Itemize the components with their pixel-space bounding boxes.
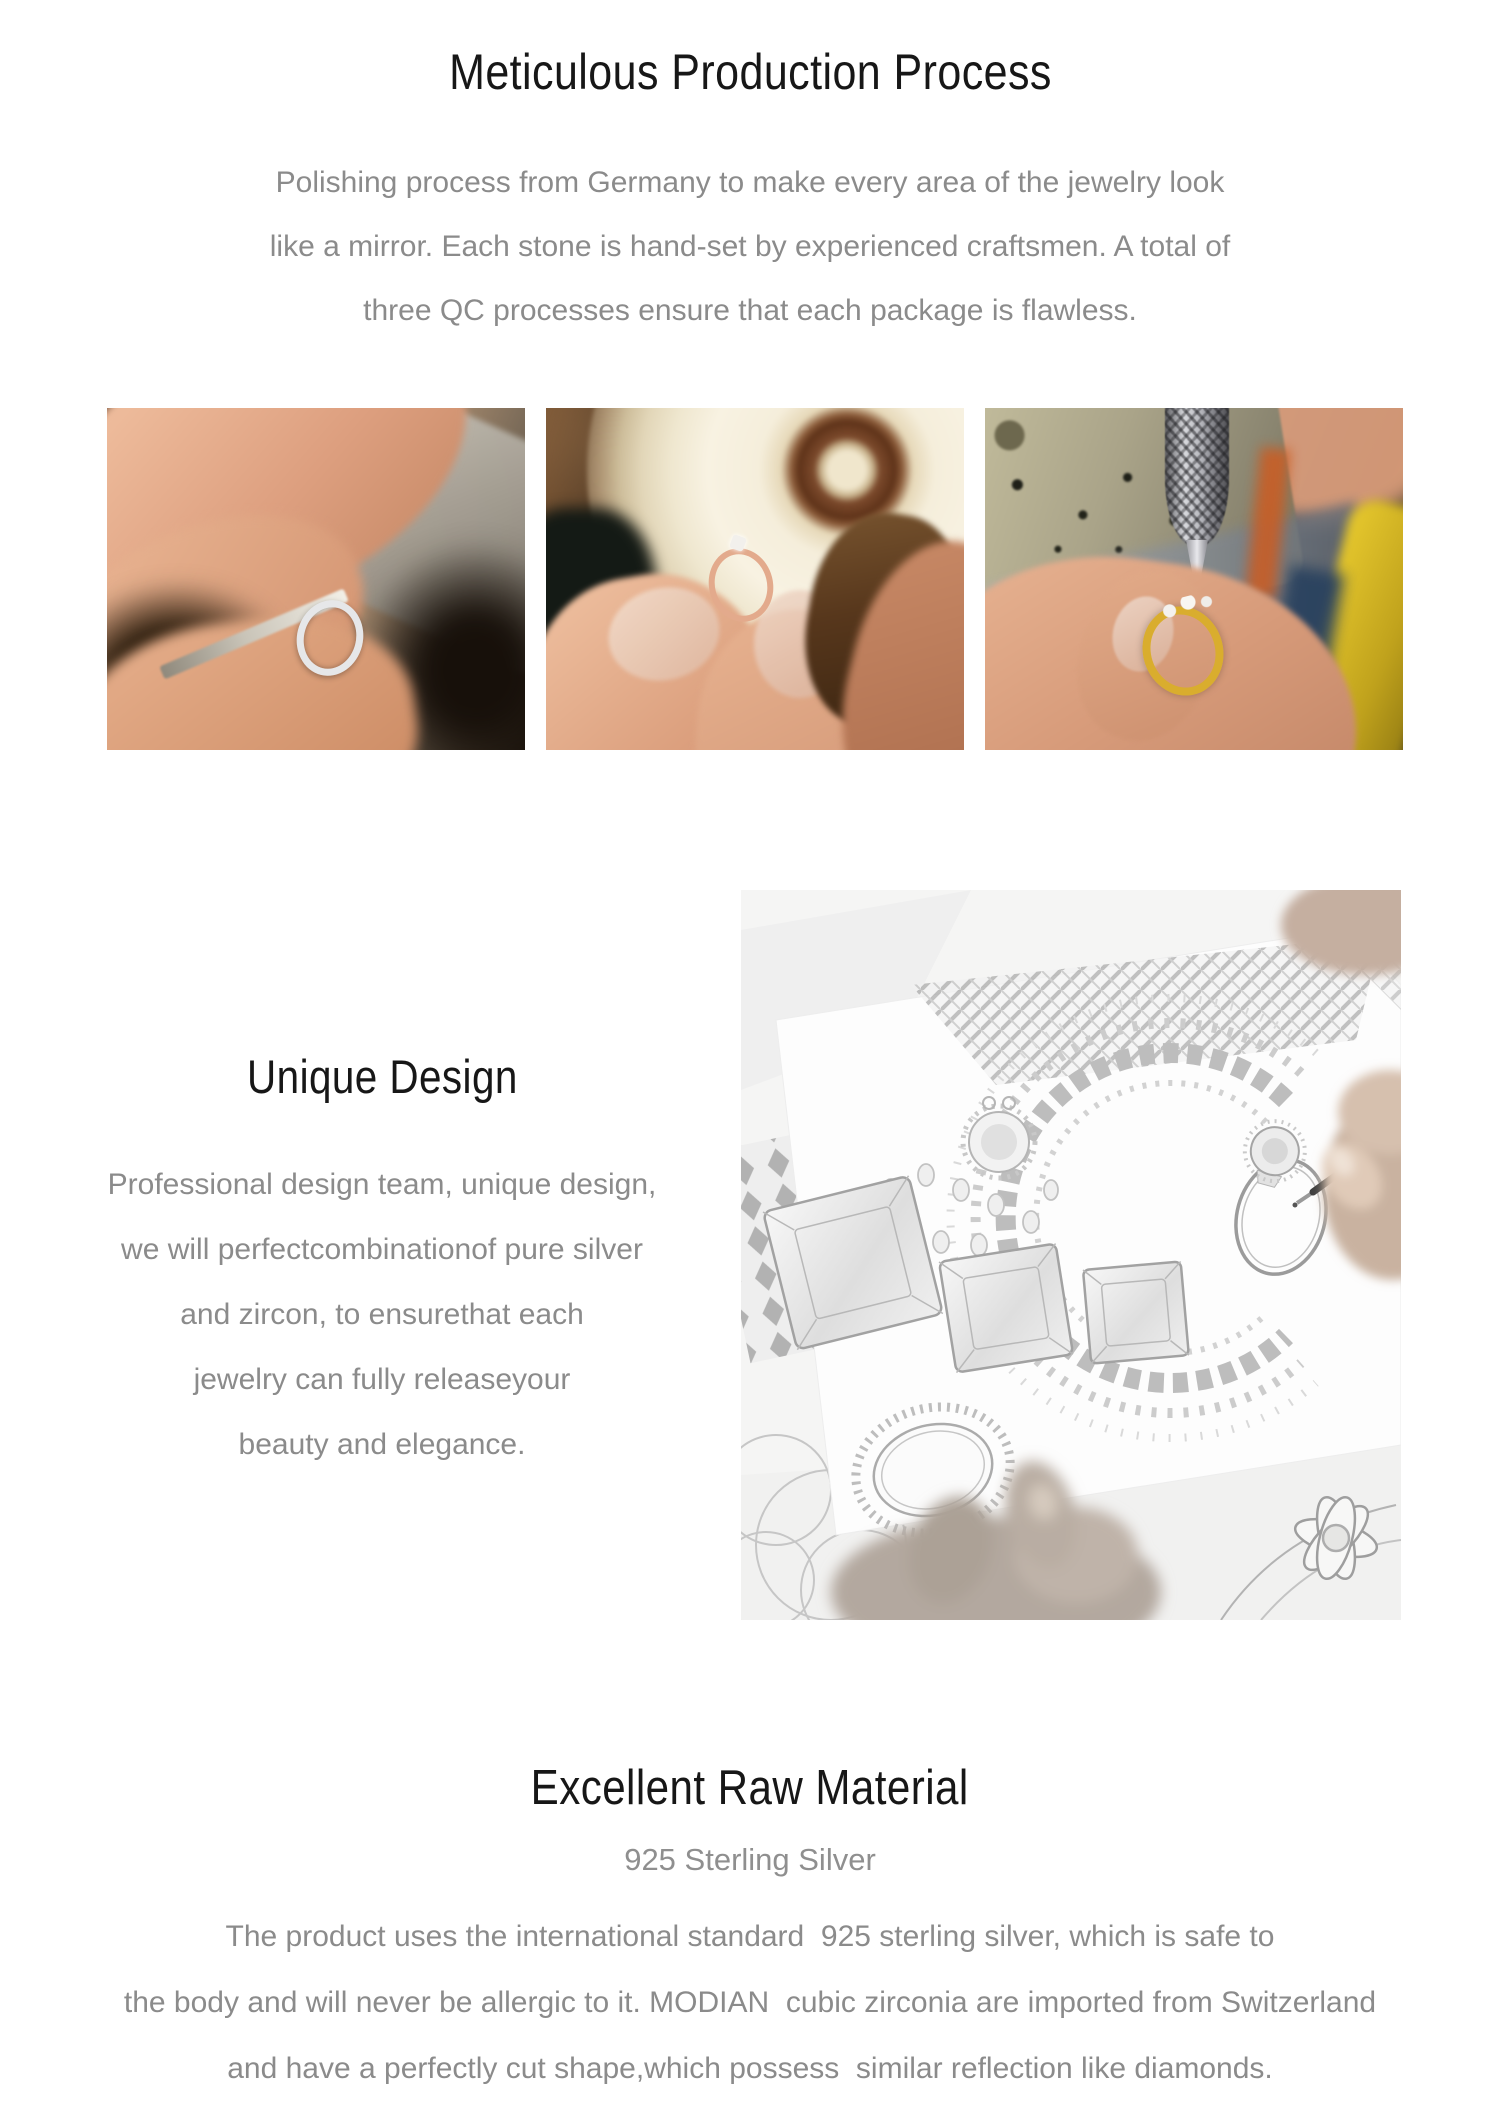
process-paragraph-line: Polishing process from Germany to make every area of the jewelry look [275, 166, 1225, 199]
design-sketch-graphic [741, 890, 1401, 1620]
material-subtitle: 925 Sterling Silver [624, 1842, 876, 1877]
process-section-title [0, 44, 1500, 101]
process-section-title-text: Meticulous Production Process [448, 44, 1052, 100]
material-paragraph-line: the body and will never be allergic to it. MODIAN cubic zirconia are imported from Switzerland [123, 1986, 1377, 2019]
process-photo-strip [107, 408, 1403, 750]
material-paragraph-line: The product uses the international standard 925 sterling silver, which is safe to [225, 1920, 1275, 1953]
design-paragraph-line: we will perfectcombinationof pure silver [121, 1233, 643, 1266]
material-paragraph [0, 1904, 1500, 2102]
process-paragraph-line: like a mirror. Each stone is hand-set by experienced craftsmen. A total of [269, 230, 1231, 263]
design-paragraph-line: and zircon, to ensurethat each [180, 1298, 584, 1331]
material-paragraph-line: and have a perfectly cut shape,which possess similar reflection like diamonds. [227, 2052, 1273, 2085]
emerald-gem-sketch [1083, 1261, 1189, 1363]
design-paragraph [57, 1152, 707, 1477]
process-paragraph [0, 151, 1500, 343]
design-section-title-text: Unique Design [246, 1050, 518, 1103]
material-section-title [0, 1760, 1500, 1816]
ring-polishing-photo [546, 408, 964, 750]
design-paragraph-line: beauty and elegance. [238, 1428, 526, 1461]
drill-handpiece-shape [1165, 408, 1229, 546]
material-section-title-text: Excellent Raw Material [530, 1761, 970, 1815]
ring-filing-photo [107, 408, 525, 750]
design-section-title [0, 1050, 764, 1104]
design-paragraph-line: jewelry can fully releaseyour [193, 1363, 571, 1396]
design-paragraph-line: Professional design team, unique design, [107, 1168, 657, 1201]
process-paragraph-line: three QC processes ensure that each package is flawless. [363, 294, 1137, 327]
design-sketch-photo [741, 890, 1401, 1620]
emerald-gem-sketch [939, 1244, 1073, 1373]
stone-setting-photo [985, 408, 1403, 750]
